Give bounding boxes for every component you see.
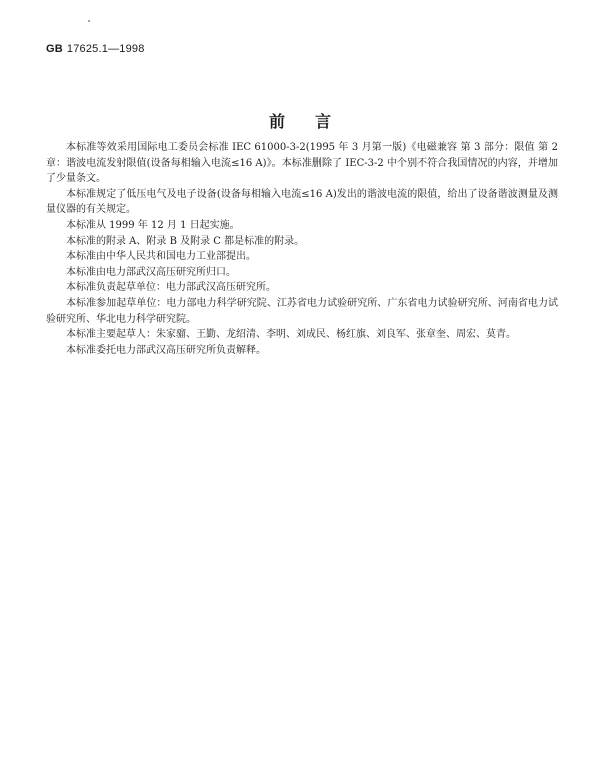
standard-prefix: GB (46, 43, 63, 55)
scan-speck (88, 20, 90, 22)
page-title: 前言 (268, 112, 361, 131)
paragraph: 本标准主要起草人：朱家骝、王勤、龙绍清、李明、刘成民、杨红旗、刘良军、张章奎、周宏、莫青。 (66, 329, 516, 341)
paragraph: 本标准的附录 A、附录 B 及附录 C 都是标准的附录。 (66, 235, 305, 247)
paragraph: 本标准从 1999 年 12 月 1 日起实施。 (66, 219, 240, 231)
paragraph: 本标准由中华人民共和国电力工业部提出。 (66, 251, 256, 263)
foreword-body (46, 140, 558, 358)
paragraph: 本标准参加起草单位：电力部电力科学研究院、江苏省电力试验研究所、广东省电力试验研究所、河南省电力试验研究所、华北电力科学研究院。 (46, 297, 558, 325)
paragraph: 本标准负责起草单位：电力部武汉高压研究所。 (66, 282, 276, 294)
paragraph: 本标准由电力部武汉高压研究所归口。 (66, 266, 236, 278)
standard-number: 17625.1—1998 (66, 43, 145, 55)
paragraph: 本标准等效采用国际电工委员会标准 IEC 61000-3-2(1995 年 3 月第一版)《电磁兼容 第 3 部分：限值 第 2 章：谐波电流发射限值(设备每相输入电流≤16 A)》。本标准删除了 IEC-3-2 中个别不符合我国情况的内容，并增加了少量条文。 (46, 142, 558, 185)
paragraph: 本标准委托电力部武汉高压研究所负责解释。 (66, 344, 266, 356)
paragraph: 本标准规定了低压电气及电子设备(设备每相输入电流≤16 A)发出的谐波电流的限值，给出了设备谐波测量及测量仪器的有关规定。 (46, 188, 558, 216)
standard-code (46, 43, 145, 55)
